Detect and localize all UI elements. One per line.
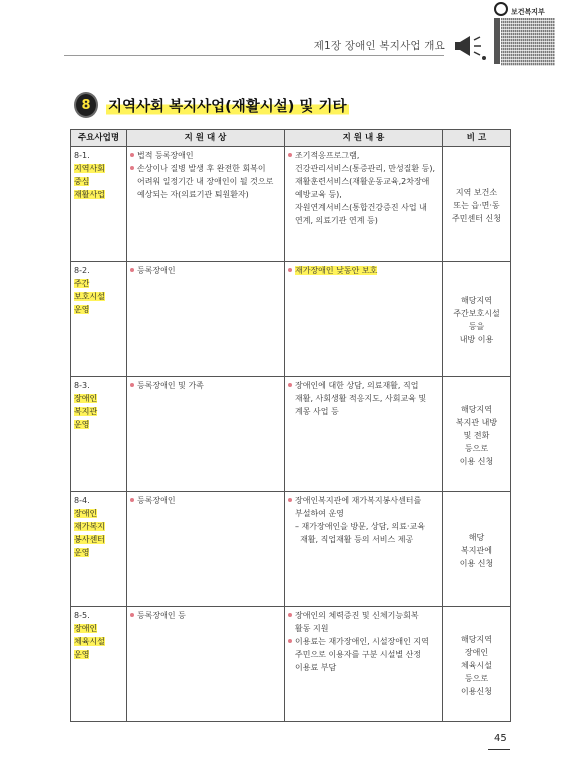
content-text: 장애인에 대한 상담, 의료재활, 직업 [295, 381, 419, 390]
content-text: 주민으로 이용자를 구분 시설별 산정 [295, 650, 422, 659]
target-line: 등록장애인 [130, 494, 281, 507]
content-text: 예방교육 등), [295, 190, 342, 199]
ministry-logo-icon [494, 2, 508, 16]
content-line [288, 162, 439, 175]
section-number-badge: 8 [74, 92, 98, 118]
note-line: 주민센터 신청 [452, 213, 501, 223]
program-name-line: 복지관 [74, 407, 98, 416]
note-line: 이용신청 [461, 686, 492, 696]
content-text: 계몽 사업 등 [295, 407, 339, 416]
section-heading [74, 92, 349, 118]
content-line [288, 392, 439, 405]
program-number: 8-2. [74, 266, 90, 275]
content-line [288, 214, 439, 227]
header-program-name: 주요사업명 [71, 130, 127, 147]
content-text: 부설하여 운영 [295, 509, 344, 518]
program-name-line: 운영 [74, 420, 90, 429]
program-name-cell [71, 607, 127, 722]
content-line [288, 661, 439, 674]
target-line: 등록장애인 등 [130, 609, 281, 622]
program-name-cell [71, 377, 127, 492]
note-line: 또는 읍·면·동 [453, 200, 500, 210]
program-name-cell [71, 147, 127, 262]
note-line: 장애인 [464, 647, 489, 657]
program-name-line: 운영 [74, 305, 90, 314]
note-line: 등으로 [464, 443, 489, 453]
header-divider [64, 55, 444, 56]
note-line: 해당지역 [461, 404, 492, 414]
content-line [288, 379, 439, 392]
program-name-line: 지역사회 [74, 164, 105, 173]
target-cell [127, 262, 285, 377]
note-cell [443, 147, 511, 262]
note-line: 주간보호시설 [453, 309, 500, 318]
target-line: 손상이나 질병 발생 후 완전한 회복이 [130, 162, 281, 175]
content-text: 재활훈련서비스(재활운동교육,2차장애 [295, 177, 430, 186]
header-content: 지 원 내 용 [285, 130, 443, 147]
header-note: 비 고 [443, 130, 511, 147]
note-line: 해당지역 [461, 296, 492, 305]
program-name-cell [71, 492, 127, 607]
content-line [288, 175, 439, 188]
content-text: 장애인의 체력증진 및 신체기능회복 [295, 611, 419, 620]
vertical-url-strip [494, 18, 500, 64]
header-target: 지 원 대 상 [127, 130, 285, 147]
content-text: 이용료는 재가장애인, 시설장애인 지역 [295, 637, 429, 646]
program-number: 8-4. [74, 496, 90, 505]
program-table [70, 129, 511, 722]
content-line [288, 609, 439, 622]
ministry-logo-text: 보건복지부 [511, 8, 545, 16]
target-line: 법적 등록장애인 [130, 149, 281, 162]
content-line [288, 264, 439, 277]
megaphone-icon [450, 30, 488, 62]
content-cell [285, 147, 443, 262]
program-number: 8-5. [74, 611, 90, 620]
content-cell [285, 377, 443, 492]
content-line [288, 622, 439, 635]
program-name-line: 운영 [74, 548, 90, 557]
note-cell [443, 262, 511, 377]
program-name-line: 장애인 [74, 509, 98, 518]
content-line [288, 494, 439, 507]
content-line [288, 648, 439, 661]
target-cell [127, 607, 285, 722]
target-cell [127, 147, 285, 262]
table-row [71, 492, 511, 607]
program-name-line: 체육시설 [74, 637, 105, 646]
content-text: 활동 지원 [295, 624, 329, 633]
chapter-title: 제1장 장애인 복지사업 개요 [313, 40, 445, 52]
content-text: 이용료 부담 [295, 663, 337, 672]
qr-code-icon [501, 18, 555, 66]
content-cell [285, 262, 443, 377]
content-line [288, 635, 439, 648]
content-line [288, 533, 439, 546]
content-line [288, 149, 439, 162]
table-row [71, 262, 511, 377]
target-cell [127, 377, 285, 492]
content-text: 조기적응프로그램, [295, 151, 360, 160]
note-line: 이용 신청 [459, 456, 494, 466]
program-name-line: 재가복지 [74, 522, 105, 531]
content-line [288, 188, 439, 201]
target-line: 어려워 일정기간 내 장애인이 될 것으로 [137, 177, 274, 186]
content-text: 재활, 사회생활 적응지도, 사회교육 및 [295, 394, 427, 403]
content-line [288, 405, 439, 418]
note-line: 이용 신청 [459, 558, 494, 568]
table-row [71, 607, 511, 722]
note-line: 지역 보건소 [455, 187, 498, 197]
program-name-line: 중심 [74, 177, 90, 186]
program-name-line: 봉사센터 [74, 535, 105, 544]
note-line: 복지관 내방 [455, 417, 498, 427]
program-name-line: 재활사업 [74, 190, 105, 199]
content-text: 장애인복지관에 재가복지봉사센터를 [295, 496, 422, 505]
note-line: 등을 [468, 322, 485, 331]
note-line: 체육시설 [461, 660, 492, 670]
page-number-underline [488, 749, 510, 750]
note-line: 및 전화 [463, 430, 490, 440]
content-text: 자원연계서비스(통합건강증진 사업 내 [295, 203, 427, 212]
content-text: 연계, 의료기관 연계 등) [295, 216, 378, 225]
program-name-cell [71, 262, 127, 377]
content-text: – 재가장애인을 방문, 상담, 의료·교육 [295, 522, 425, 531]
target-line: 예상되는 자(의료기관 퇴원환자) [137, 190, 249, 199]
note-line: 해당지역 [461, 634, 492, 644]
note-line: 복지관에 [461, 545, 492, 555]
note-cell [443, 607, 511, 722]
content-line [288, 520, 439, 533]
program-name-line: 장애인 [74, 394, 98, 403]
note-line: 내방 이용 [459, 335, 494, 344]
note-line: 해당 [468, 532, 485, 542]
program-name-line: 보호시설 [74, 292, 105, 301]
note-cell [443, 377, 511, 492]
section-title: 지역사회 복지사업(재활시설) 및 기타 [106, 95, 349, 116]
content-line [288, 507, 439, 520]
target-cell [127, 492, 285, 607]
content-cell [285, 492, 443, 607]
content-text: 재활, 직업재활 등의 서비스 제공 [295, 535, 414, 544]
content-text: 재가장애인 낮동안 보호 [295, 266, 378, 275]
program-number: 8-1. [74, 151, 90, 160]
table-header-row [71, 130, 511, 147]
target-line: 등록장애인 [130, 264, 281, 277]
content-cell [285, 607, 443, 722]
program-name-line: 운영 [74, 650, 90, 659]
content-text: 건강관리서비스(통증관리, 만성질환 등), [295, 164, 436, 173]
table-row [71, 377, 511, 492]
content-line [288, 201, 439, 214]
note-line: 등으로 [464, 673, 489, 683]
table-row [71, 147, 511, 262]
note-cell [443, 492, 511, 607]
program-name-line: 장애인 [74, 624, 98, 633]
program-name-line: 주간 [74, 279, 90, 288]
target-line: 등록장애인 및 가족 [130, 379, 281, 392]
page-number: 45 [494, 733, 507, 744]
program-number: 8-3. [74, 381, 90, 390]
